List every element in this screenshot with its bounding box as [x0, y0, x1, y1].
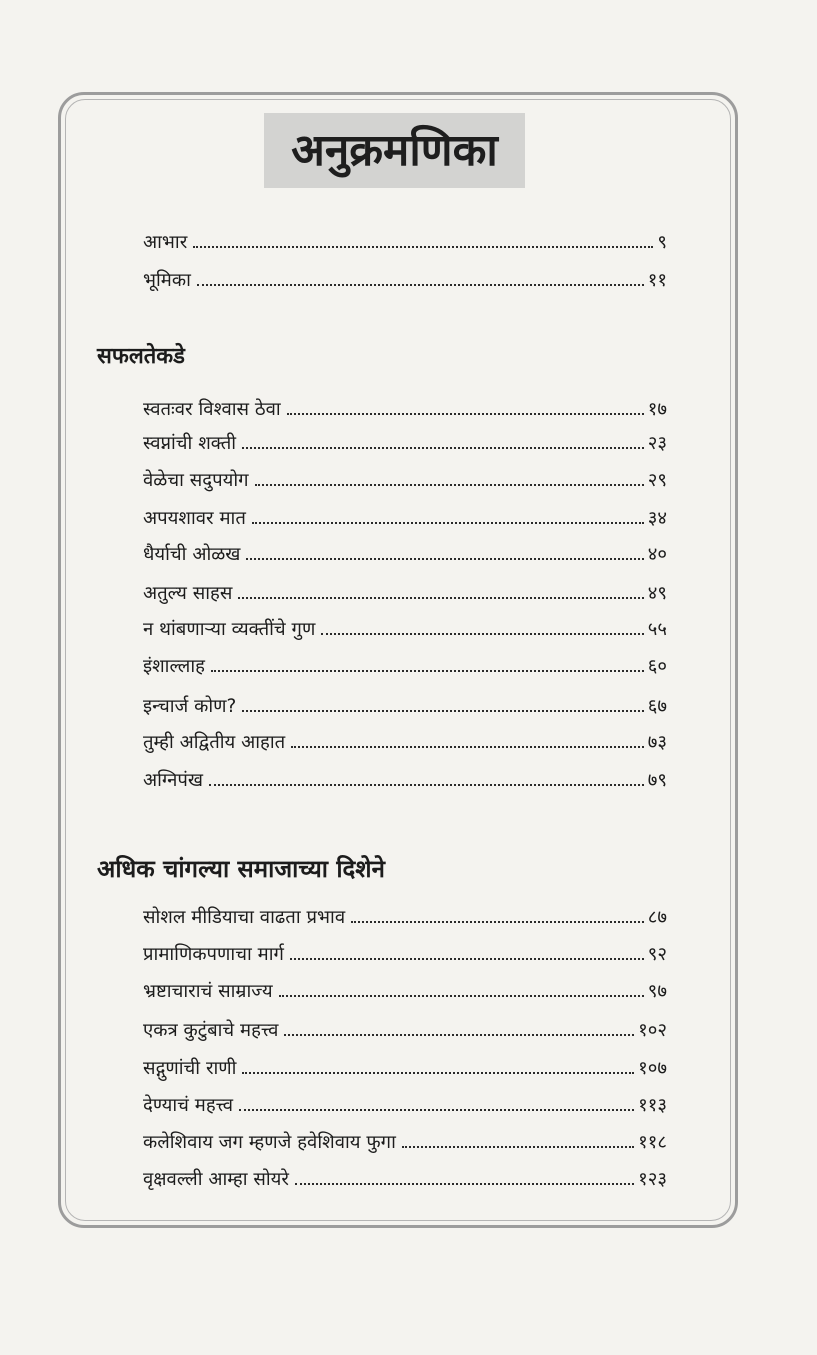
toc-entry[interactable]: [143, 1124, 667, 1154]
toc-entry-page: ७३: [647, 731, 667, 753]
toc-entry-page: ९२: [647, 943, 667, 965]
toc-entry[interactable]: [143, 462, 667, 492]
toc-entry-page: १०२: [638, 1019, 667, 1041]
dot-leader: [211, 670, 644, 672]
toc-entry-label: इंशाल्लाह: [143, 655, 205, 677]
toc-entry-label: आभार: [143, 231, 188, 253]
toc-entry-label: एकत्र कुटुंबाचे महत्त्व: [143, 1019, 279, 1041]
toc-entry-page: ७९: [647, 769, 667, 791]
toc-entry-label: अग्निपंख: [143, 769, 204, 791]
toc-entry-label: सद्गुणांची राणी: [143, 1057, 237, 1079]
dot-leader: [193, 246, 653, 248]
toc-entry-label: धैर्याची ओळख: [143, 543, 241, 565]
toc-entry[interactable]: [143, 1050, 667, 1080]
toc-entry[interactable]: [143, 899, 667, 929]
toc-entry[interactable]: [143, 973, 667, 1003]
toc-entry-page: २९: [647, 469, 667, 491]
toc-entry-label: कलेशिवाय जग म्हणजे हवेशिवाय फुगा: [143, 1131, 396, 1153]
toc-entry-label: प्रामाणिकपणाचा मार्ग: [143, 943, 284, 965]
toc-entry-acknowledgements[interactable]: [143, 224, 667, 254]
toc-entry-page: ५५: [647, 618, 667, 640]
toc-entry-label: अतुल्य साहस: [143, 582, 233, 604]
toc-entry-page: १२३: [638, 1168, 667, 1190]
toc-entry-page: ४०: [647, 543, 667, 565]
dot-leader: [284, 1034, 634, 1036]
toc-entry[interactable]: [143, 1161, 667, 1191]
dot-leader: [209, 784, 644, 786]
toc-entry-page: २३: [647, 432, 667, 454]
toc-entry-label: न थांबणाऱ्या व्यक्तींचे गुण: [143, 618, 316, 640]
toc-entry-label: तुम्ही अद्वितीय आहात: [143, 731, 286, 753]
toc-entry-page: ६७: [647, 695, 667, 717]
toc-entry-label: वृक्षवल्ली आम्हा सोयरे: [143, 1168, 289, 1190]
toc-entry[interactable]: [143, 575, 667, 605]
toc-entry-page: १०७: [638, 1057, 667, 1079]
toc-entry[interactable]: [143, 648, 667, 678]
dot-leader: [279, 995, 644, 997]
dot-leader: [290, 958, 644, 960]
dot-leader: [252, 522, 644, 524]
toc-entry-page: ११८: [638, 1131, 667, 1153]
dot-leader: [239, 1109, 634, 1111]
section-heading: सफलतेकडे: [97, 344, 185, 369]
toc-entry-page: ८७: [647, 906, 667, 928]
page-title: अनुक्रमणिका: [291, 124, 498, 176]
toc-entry-page: ४९: [647, 582, 667, 604]
dot-leader: [351, 921, 644, 923]
toc-entry-page: ९: [657, 231, 667, 253]
dot-leader: [321, 633, 643, 635]
toc-entry-page: ११३: [638, 1094, 667, 1116]
toc-entry-label: वेळेचा सदुपयोग: [143, 469, 249, 491]
dot-leader: [242, 447, 644, 449]
dot-leader: [238, 597, 643, 599]
toc-entry[interactable]: [143, 391, 667, 421]
toc-entry[interactable]: [143, 762, 667, 792]
toc-entry-preface[interactable]: [143, 262, 667, 292]
toc-entry-label: स्वप्नांची शक्ती: [143, 432, 237, 454]
toc-entry[interactable]: [143, 1087, 667, 1117]
toc-entry-label: इन्चार्ज कोण?: [143, 695, 237, 717]
section-heading: अधिक चांगल्या समाजाच्या दिशेने: [97, 855, 385, 883]
dot-leader: [255, 484, 644, 486]
toc-entry-page: १७: [647, 398, 667, 420]
toc-entry[interactable]: [143, 688, 667, 718]
dot-leader: [287, 413, 644, 415]
toc-entry[interactable]: [143, 536, 667, 566]
toc-entry[interactable]: [143, 611, 667, 641]
dot-leader: [291, 746, 644, 748]
toc-entry[interactable]: [143, 936, 667, 966]
toc-entry-page: ३४: [647, 507, 667, 529]
toc-entry[interactable]: [143, 724, 667, 754]
dot-leader: [242, 710, 643, 712]
toc-entry-label: सोशल मीडियाचा वाढता प्रभाव: [143, 906, 346, 928]
toc-entry-page: ११: [647, 269, 667, 291]
toc-entry[interactable]: [143, 425, 667, 455]
toc-entry-page: ६०: [647, 655, 667, 677]
title-banner: [264, 113, 525, 188]
toc-entry-label: भूमिका: [143, 269, 191, 291]
dot-leader: [197, 284, 644, 286]
toc-entry-label: अपयशावर मात: [143, 507, 246, 529]
toc-entry-label: देण्याचं महत्त्व: [143, 1094, 234, 1116]
dot-leader: [295, 1183, 634, 1185]
toc-entry-label: भ्रष्टाचाराचं साम्राज्य: [143, 980, 273, 1002]
toc-entry-page: ९७: [647, 980, 667, 1002]
dot-leader: [242, 1072, 634, 1074]
toc-entry-label: स्वतःवर विश्वास ठेवा: [143, 398, 281, 420]
dot-leader: [402, 1146, 634, 1148]
toc-entry[interactable]: [143, 1012, 667, 1042]
dot-leader: [246, 558, 643, 560]
toc-entry[interactable]: [143, 500, 667, 530]
